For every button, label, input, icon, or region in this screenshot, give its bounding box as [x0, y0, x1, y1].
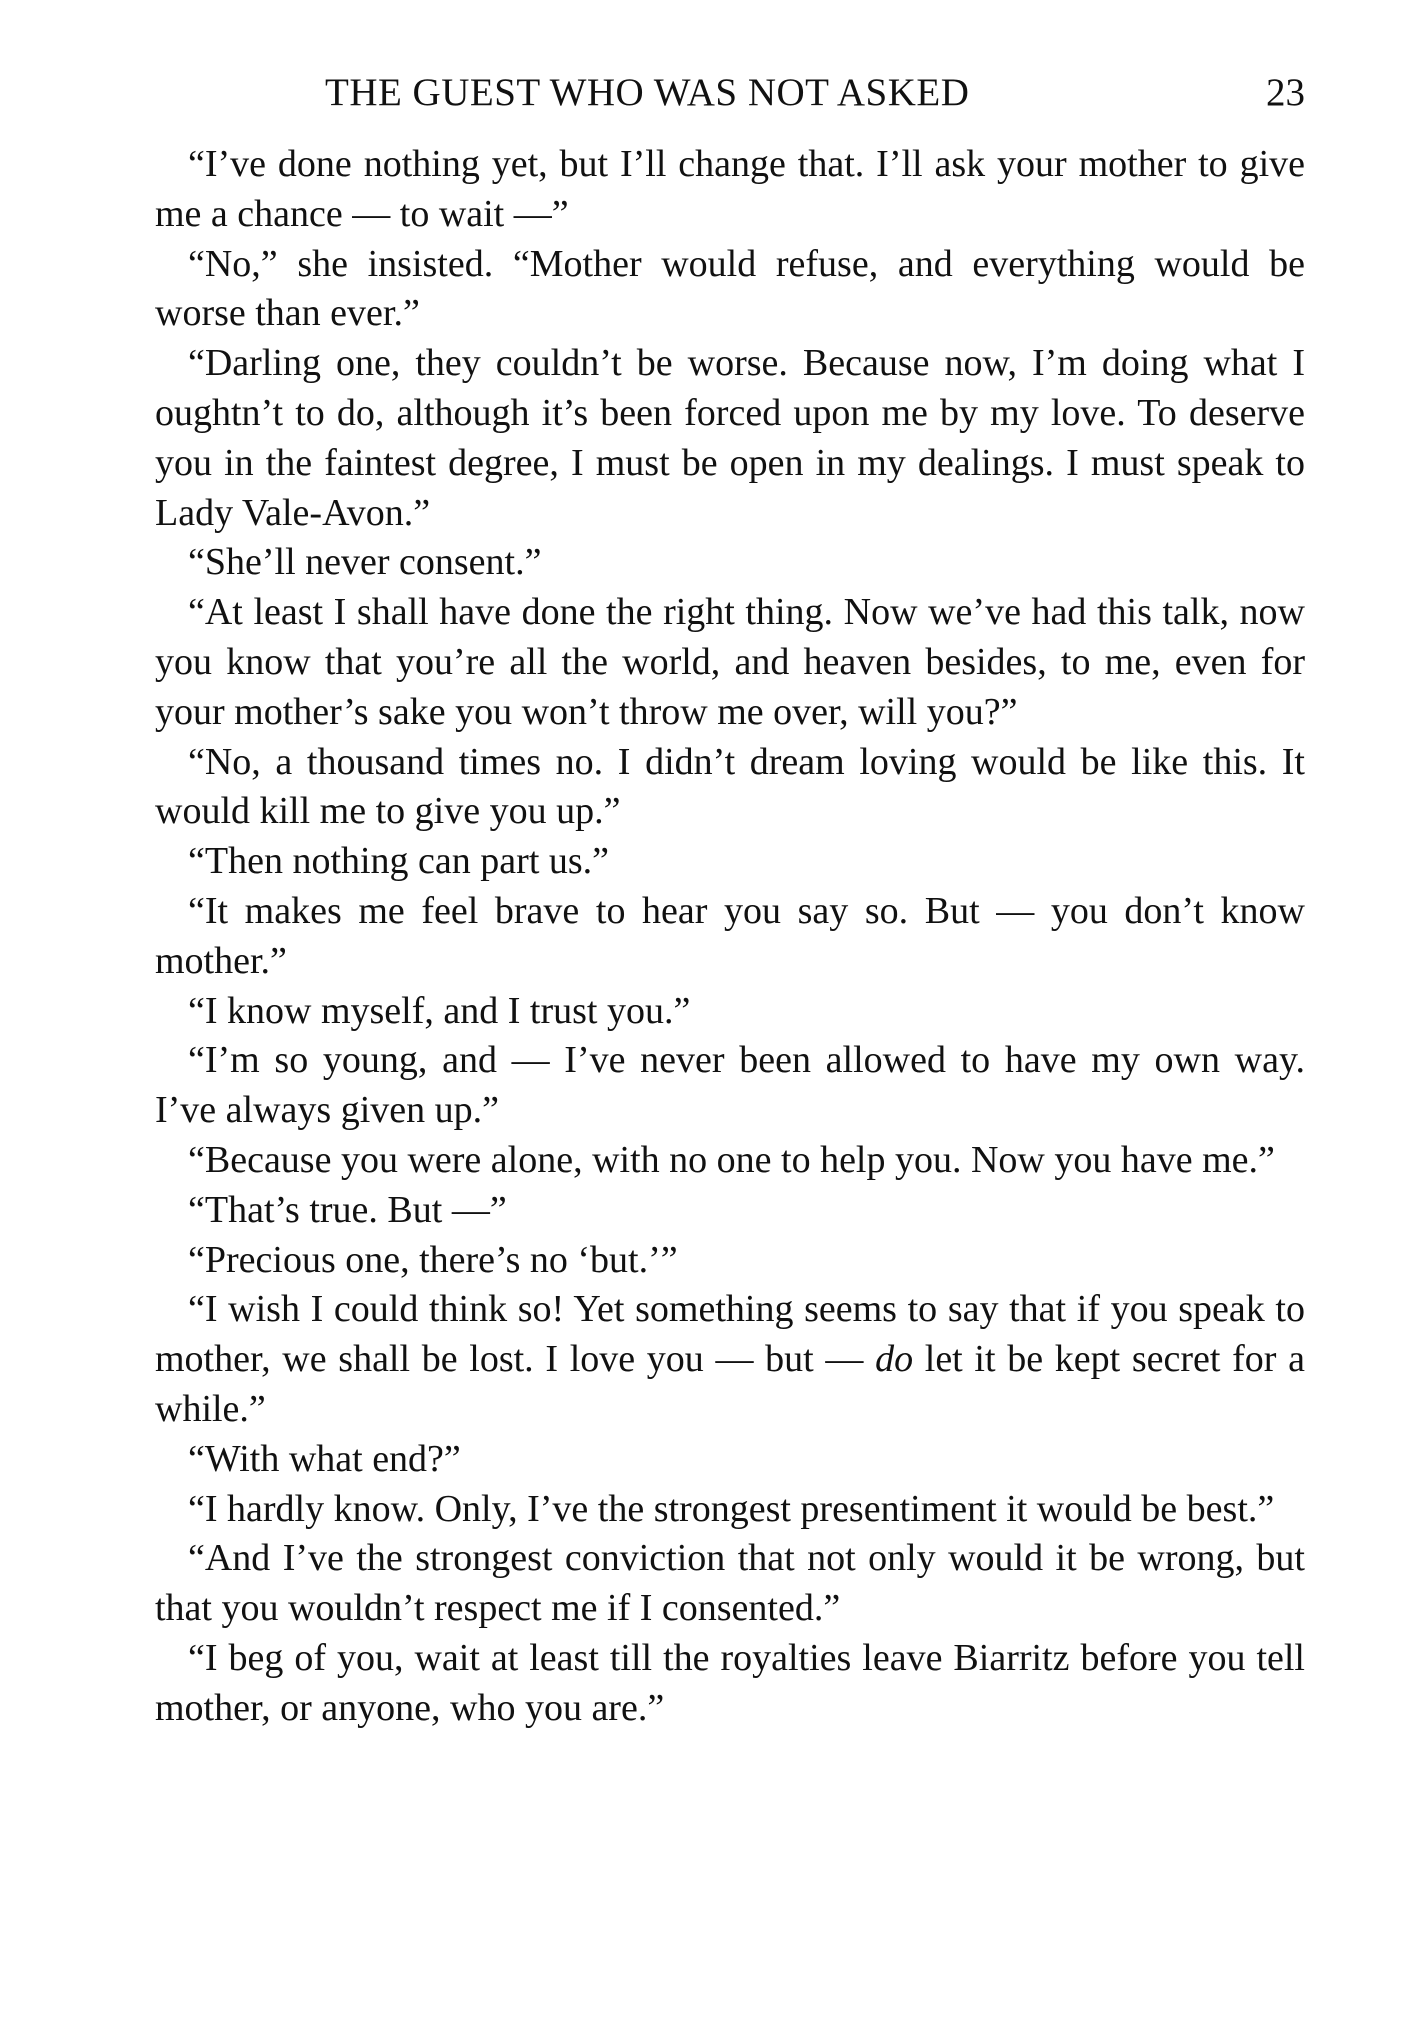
paragraph: “With what end?”: [188, 1437, 461, 1480]
paragraph: “I hardly know. Only, I’ve the strongest presentiment it would be best.”: [188, 1487, 1275, 1530]
paragraph: “At least I shall have done the right thing. Now we’ve had this talk, now you know that you’re all the world, and heaven besides, to me, even for your mother’s sake you won’t throw me over, will you?”: [155, 591, 1305, 733]
paragraph: “Because you were alone, with no one to help you. Now you have me.”: [188, 1138, 1275, 1181]
paragraph: “She’ll never consent.”: [188, 541, 542, 584]
paragraph-text: “I wish I could think so! Yet something seems to say that if you speak to mother, we shall be lost. I love you — but —: [155, 1288, 1305, 1381]
italic-word: do: [875, 1338, 914, 1381]
paragraph: “No,” she insisted. “Mother would refuse, and everything would be worse than ever.”: [155, 242, 1305, 335]
paragraph: “I beg of you, wait at least till the royalties leave Biarritz before you tell mother, or anyone, who you are.”: [155, 1636, 1305, 1729]
paragraph-text-tail: let it be kept secret for a while.”: [155, 1338, 1305, 1430]
paragraph: “I know myself, and I trust you.”: [188, 989, 691, 1032]
paragraph: “I’m so young, and — I’ve never been allowed to have my own way. I’ve always given up.”: [155, 1039, 1305, 1132]
paragraph: “I’ve done nothing yet, but I’ll change that. I’ll ask your mother to give me a chance — to wait —”: [155, 143, 1305, 235]
paragraph: “And I’ve the strongest conviction that not only would it be wrong, but that you wouldn’t respect me if I consented.”: [155, 1537, 1305, 1630]
paragraph: “That’s true. But —”: [188, 1188, 507, 1231]
paragraph: “It makes me feel brave to hear you say so. But — you don’t know mother.”: [155, 889, 1305, 982]
body-text: [155, 140, 1305, 1734]
running-title: THE GUEST WHO WAS NOT ASKED: [325, 71, 970, 114]
paragraph: “No, a thousand times no. I didn’t dream loving would be like this. It would kill me to give you up.”: [155, 740, 1305, 833]
paragraph: “Darling one, they couldn’t be worse. Because now, I’m doing what I oughtn’t to do, although it’s been forced upon me by my love. To deserve you in the faintest degree, I must be open in my dealings. I must speak to Lady Vale-Avon.”: [155, 342, 1305, 534]
paragraph: “Then nothing can part us.”: [188, 840, 610, 883]
paragraph: “Precious one, there’s no ‘but.’”: [188, 1238, 678, 1281]
paragraph: [155, 1285, 1305, 1434]
running-head: [155, 68, 1305, 118]
page-number: 23: [1266, 71, 1305, 114]
